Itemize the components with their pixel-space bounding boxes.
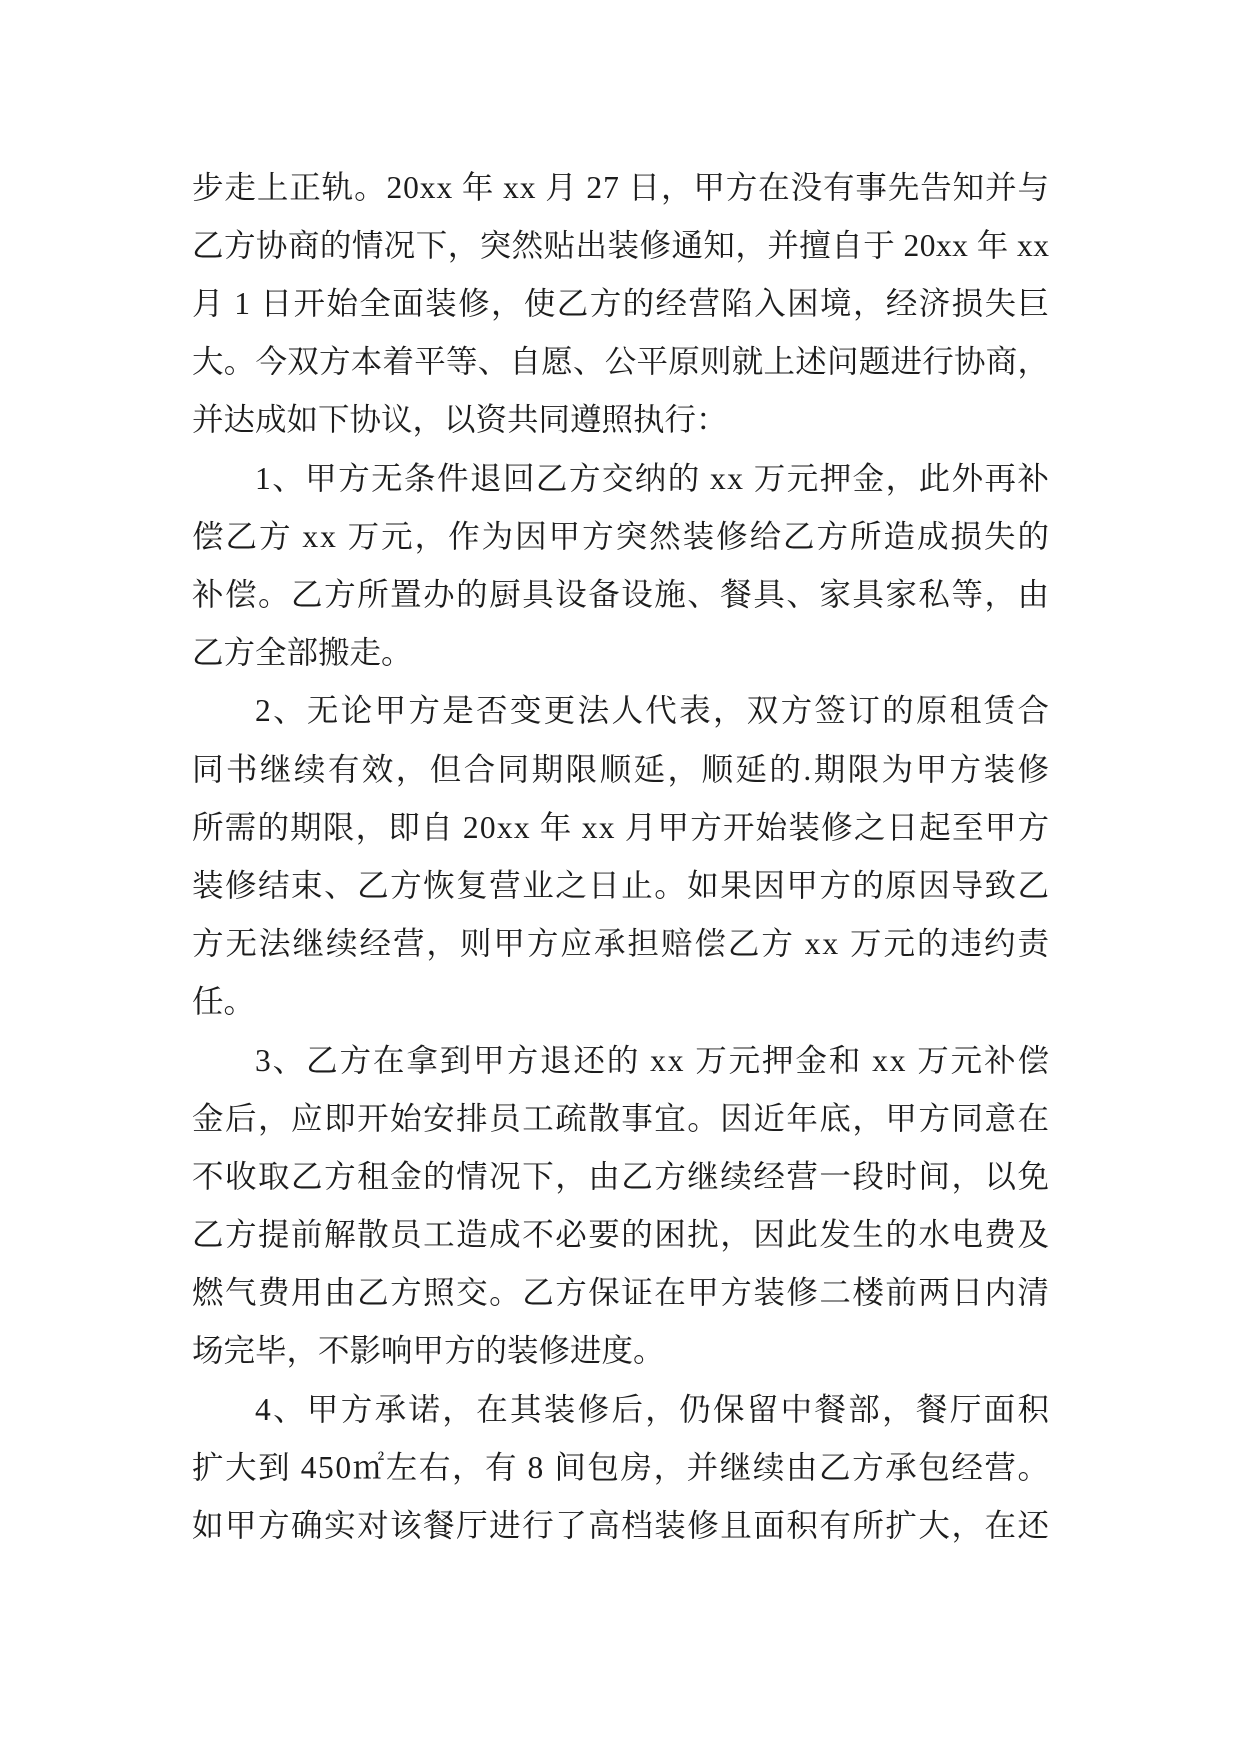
text-line <box>192 741 1052 799</box>
text-line-content: 并达成如下协议，以资共同遵照执行： <box>192 402 728 438</box>
text-line <box>192 1439 1049 1497</box>
text-line <box>192 1497 1049 1555</box>
text-line-content: 步走上正轨。20xx 年 xx 月 27 日，甲方在没有事先告知并与 <box>192 169 1050 205</box>
paragraph-item-2 <box>192 682 1052 1031</box>
text-line <box>192 1322 1049 1380</box>
text-line <box>192 1032 1049 1090</box>
text-line <box>192 333 1049 391</box>
text-line-content: 月 1 日开始全面装修，使乙方的经营陷入困境，经济损失巨 <box>192 286 1051 322</box>
text-line <box>192 217 1049 275</box>
text-line <box>192 159 1049 217</box>
text-line-content: 燃气费用由乙方照交。乙方保证在甲方装修二楼前两日内清 <box>192 1275 1051 1311</box>
text-line-content: 乙方协商的情况下，突然贴出装修通知，并擅自于 20xx 年 xx <box>192 227 1050 263</box>
text-line-content: 扩大到 450㎡左右，有 8 间包房，并继续由乙方承包经营。 <box>192 1449 1051 1485</box>
text-line <box>192 275 1049 333</box>
text-line-content: 大。今双方本着平等、自愿、公平原则就上述问题进行协商， <box>192 344 1050 380</box>
text-line <box>192 1264 1049 1322</box>
text-line-content: 任。 <box>192 984 256 1020</box>
text-line <box>192 1381 1052 1439</box>
text-line <box>192 1090 1049 1148</box>
text-line <box>192 857 1049 915</box>
text-line <box>192 915 1049 973</box>
paragraph-item-3 <box>192 1032 1049 1381</box>
text-line-content: 乙方提前解散员工造成不必要的困扰，因此发生的水电费及 <box>192 1217 1051 1253</box>
text-line-content: 补偿。乙方所置办的厨具设备设施、餐具、家具家私等，由 <box>192 577 1051 612</box>
text-line-content: 3、乙方在拿到甲方退还的 xx 万元押金和 xx 万元补偿 <box>255 1042 1051 1078</box>
text-line-content: 装修结束、乙方恢复营业之日止。如果因甲方的原因导致乙 <box>192 867 1051 903</box>
text-line <box>192 391 1049 449</box>
text-line <box>192 799 1049 857</box>
text-line <box>192 450 1049 508</box>
text-line <box>192 973 1049 1031</box>
text-line-content: 不收取乙方租金的情况下，由乙方继续经营一段时间，以免 <box>192 1158 1051 1194</box>
text-line-content: 2、无论甲方是否变更法人代表，双方签订的原租赁合 <box>255 693 1052 729</box>
text-line-content: 方无法继续经营，则甲方应承担赔偿乙方 xx 万元的违约责 <box>192 926 1051 962</box>
text-line <box>192 508 1049 566</box>
text-line-content: 同书继续有效，但合同期限顺延，顺延的.期限为甲方装修 <box>192 751 1052 787</box>
paragraph-item-1 <box>192 450 1049 683</box>
text-line-content: 4、甲方承诺，在其装修后，仍保留中餐部，餐厅面积 <box>255 1391 1052 1427</box>
text-line <box>192 1148 1049 1206</box>
text-line-content: 金后，应即开始安排员工疏散事宜。因近年底，甲方同意在 <box>192 1100 1051 1136</box>
text-line-content: 场完毕，不影响甲方的装修进度。 <box>192 1333 665 1369</box>
body-text <box>192 159 1052 1556</box>
text-line-content: 乙方全部搬走。 <box>192 635 413 671</box>
text-line-content: 所需的期限，即自 20xx 年 xx 月甲方开始装修之日起至甲方 <box>192 809 1051 845</box>
text-line <box>192 566 1049 624</box>
text-line-content: 1、甲方无条件退回乙方交纳的 xx 万元押金，此外再补 <box>255 460 1051 496</box>
text-line <box>192 682 1052 740</box>
text-line <box>192 1206 1049 1264</box>
text-line-content: 如甲方确实对该餐厅进行了高档装修且面积有所扩大，在还 <box>192 1508 1051 1543</box>
text-line <box>192 624 1049 682</box>
paragraph-continued <box>192 159 1049 450</box>
text-line-content: 偿乙方 xx 万元，作为因甲方突然装修给乙方所造成损失的 <box>192 518 1051 554</box>
paragraph-item-4 <box>192 1381 1052 1556</box>
